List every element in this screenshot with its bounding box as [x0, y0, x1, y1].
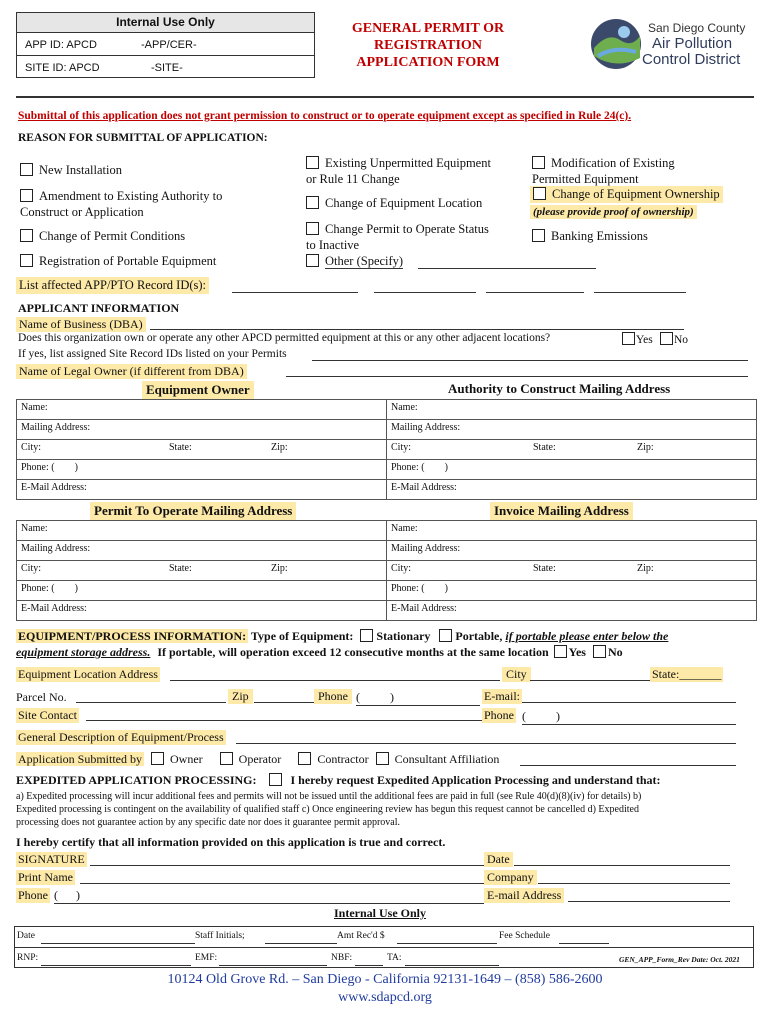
site-ids-label: If yes, list assigned Site Record IDs listed on your Permits — [18, 348, 287, 360]
internal-date-field[interactable] — [41, 943, 195, 944]
footer-url[interactable]: www.sdapcd.org — [338, 990, 432, 1005]
owner-atc-address-table — [16, 399, 757, 500]
other-equipment-no[interactable]: No — [660, 332, 688, 346]
list-affected-label: List affected APP/PTO Record ID(s): — [16, 277, 209, 294]
stationary-checkbox[interactable] — [360, 629, 373, 642]
location-email-field[interactable] — [522, 702, 736, 703]
submittal-notice: Submittal of this application does not grant permission to construct or to operate equipment except as specified in Rule 24(c). — [18, 110, 632, 122]
portable-label: Portable, — [455, 629, 503, 643]
nbf-label: NBF: — [331, 953, 353, 963]
location-state-label: State:_______ — [652, 667, 722, 681]
site-ids-field[interactable] — [312, 360, 748, 361]
ta-label: TA: — [387, 953, 402, 963]
storage-address-note: equipment storage address. — [16, 645, 151, 659]
nbf-field[interactable] — [355, 965, 383, 966]
staff-initials-field[interactable] — [265, 943, 337, 944]
logo-line2: Air Pollution — [652, 35, 733, 52]
print-name-label: Print Name — [18, 870, 73, 884]
expedited-request: I hereby request Expedited Application Processing and understand that: — [290, 773, 661, 787]
legal-owner-label: Name of Legal Owner (if different from DBA) — [16, 364, 247, 379]
checkbox[interactable] — [306, 196, 319, 209]
consultant-checkbox[interactable] — [376, 752, 389, 765]
consultant-field[interactable] — [520, 765, 736, 766]
other-specify-line[interactable] — [418, 268, 596, 269]
owner-checkbox[interactable] — [151, 752, 164, 765]
record-id-field-4[interactable] — [594, 292, 686, 293]
banking-option[interactable]: Banking Emissions — [532, 229, 648, 244]
owner-city-cell[interactable]: City: State: Zip: — [17, 440, 387, 460]
sign-email-field[interactable] — [568, 901, 730, 902]
checkbox[interactable] — [20, 189, 33, 202]
equipment-line2: equipment storage address. If portable, will operation exceed 12 consecutive months at the same location Yes No — [16, 645, 623, 659]
footer-address: 10124 Old Grove Rd. – San Diego - California 92131-1649 – (858) 586-2600 — [167, 972, 603, 987]
location-email-label: E-mail: — [484, 689, 520, 703]
invoice-city-cell[interactable]: City: State: Zip: — [387, 561, 757, 581]
portable-checkbox[interactable] — [439, 629, 452, 642]
checkbox[interactable] — [532, 229, 545, 242]
pto-address-header: Permit To Operate Mailing Address — [90, 502, 296, 520]
internal-use-bottom-title: Internal Use Only — [334, 906, 427, 920]
rnp-field[interactable] — [41, 965, 191, 966]
checkbox[interactable] — [533, 187, 546, 200]
invoice-phone-cell[interactable]: Phone: ( ) — [387, 581, 757, 601]
unpermitted-option[interactable]: Existing Unpermitted Equipment or Rule 11 Change — [306, 156, 491, 186]
site-contact-phone-field[interactable]: ( ) — [522, 709, 736, 725]
atc-name-cell[interactable]: Name: — [387, 400, 757, 420]
fee-schedule-field[interactable] — [559, 943, 609, 944]
location-address-label: Equipment Location Address — [18, 667, 158, 681]
logo-emblem-icon — [590, 18, 642, 70]
header-rule — [16, 96, 754, 98]
internal-use-bottom-box — [14, 926, 754, 968]
pto-invoice-address-table — [16, 520, 757, 621]
general-description-label: General Description of Equipment/Process — [18, 730, 224, 744]
company-label: Company — [484, 870, 537, 885]
location-city-label: City — [502, 667, 531, 682]
stationary-label: Stationary — [376, 629, 431, 643]
sign-phone-label: Phone — [18, 888, 48, 902]
signature-field[interactable] — [90, 865, 484, 866]
district-logo — [590, 18, 750, 74]
equipment-owner-header: Equipment Owner — [142, 381, 254, 399]
print-name-field[interactable] — [80, 883, 484, 884]
submitted-by-line: Application Submitted by Owner Operator Contractor Consultant Affiliation — [18, 752, 500, 766]
legal-owner-field[interactable] — [286, 376, 748, 377]
change-status-option[interactable]: Change Permit to Operate Status to Inactive — [306, 222, 489, 252]
location-city-field[interactable] — [530, 680, 650, 681]
other-equipment-yes[interactable]: Yes — [622, 332, 653, 346]
change-conditions-option[interactable]: Change of Permit Conditions — [20, 229, 185, 244]
invoice-email-cell[interactable]: E-Mail Address: — [387, 601, 757, 621]
parcel-label: Parcel No. — [16, 690, 67, 704]
record-id-field-2[interactable] — [374, 292, 476, 293]
site-contact-field[interactable] — [86, 720, 482, 721]
site-contact-phone-label: Phone — [484, 708, 514, 722]
new-installation-option[interactable]: New Installation — [20, 163, 122, 178]
registration-portable-option[interactable]: Registration of Portable Equipment — [20, 254, 216, 269]
logo-line1: San Diego County — [648, 21, 746, 35]
atc-city-cell[interactable]: City: State: Zip: — [387, 440, 757, 460]
location-address-field[interactable] — [170, 680, 500, 681]
logo-line3: Control District — [642, 51, 741, 68]
expedited-checkbox[interactable] — [269, 773, 282, 786]
contractor-checkbox[interactable] — [298, 752, 311, 765]
equipment-heading: EQUIPMENT/PROCESS INFORMATION: — [18, 629, 247, 643]
fee-schedule-label: Fee Schedule — [499, 931, 550, 941]
form-revision-id: GEN_APP_Form_Rev Date: Oct. 2021 — [619, 955, 740, 964]
expedited-line — [16, 773, 661, 788]
emf-field[interactable] — [219, 965, 327, 966]
pto-city-cell[interactable]: City: State: Zip: — [17, 561, 387, 581]
date-label: Date — [484, 852, 513, 867]
site-id-value[interactable]: -SITE- — [151, 62, 183, 74]
site-contact-label: Site Contact — [18, 708, 77, 722]
checkbox[interactable] — [306, 222, 319, 235]
invoice-address-header: Invoice Mailing Address — [490, 502, 633, 520]
pto-mailing-cell[interactable]: Mailing Address: — [17, 541, 387, 561]
signature-label: SIGNATURE — [18, 852, 85, 866]
company-field[interactable] — [538, 883, 730, 884]
form-title-line3: APPLICATION FORM — [356, 55, 500, 70]
form-title — [330, 20, 526, 71]
parcel-field[interactable] — [76, 702, 226, 703]
checkbox[interactable] — [622, 332, 635, 345]
business-name-field[interactable] — [150, 329, 684, 330]
atc-address-header: Authority to Construct Mailing Address — [448, 381, 671, 396]
parcel-zip-label: Zip — [228, 689, 253, 704]
ta-field[interactable] — [405, 965, 499, 966]
checkbox[interactable] — [20, 254, 33, 267]
checkbox[interactable] — [532, 156, 545, 169]
other-option[interactable]: Other (Specify) — [306, 254, 403, 269]
staff-initials-label: Staff Initials; — [195, 931, 245, 941]
change-location-option[interactable]: Change of Equipment Location — [306, 196, 482, 211]
reason-heading: REASON FOR SUBMITTAL OF APPLICATION: — [18, 132, 268, 144]
business-name-label: Name of Business (DBA) — [16, 317, 146, 332]
pto-name-cell[interactable]: Name: — [17, 521, 387, 541]
checkbox[interactable] — [20, 163, 33, 176]
location-phone-label: Phone — [314, 689, 352, 704]
location-phone-field[interactable]: ( ) — [356, 690, 480, 706]
sign-email-label: E-mail Address — [484, 888, 564, 903]
owner-mailing-cell[interactable]: Mailing Address: — [17, 420, 387, 440]
internal-use-title: Internal Use Only — [17, 13, 314, 33]
record-id-field-1[interactable] — [232, 292, 358, 293]
exceed-yes-checkbox[interactable] — [554, 645, 567, 658]
other-equipment-question: Does this organization own or operate any other APCD permitted equipment at this or any other adjacent locations? — [18, 332, 551, 344]
operator-checkbox[interactable] — [220, 752, 233, 765]
form-title-line2: REGISTRATION — [374, 38, 482, 53]
atc-mailing-cell[interactable]: Mailing Address: — [387, 420, 757, 440]
date-field[interactable] — [514, 865, 730, 866]
checkbox[interactable] — [306, 254, 319, 267]
invoice-mailing-cell[interactable]: Mailing Address: — [387, 541, 757, 561]
owner-phone-cell[interactable]: Phone: ( ) — [17, 460, 387, 480]
atc-email-cell[interactable]: E-Mail Address: — [387, 480, 757, 500]
internal-date-label: Date — [17, 931, 35, 941]
atc-phone-cell[interactable]: Phone: ( ) — [387, 460, 757, 480]
owner-email-cell[interactable]: E-Mail Address: — [17, 480, 387, 500]
app-id-value[interactable]: -APP/CER- — [141, 39, 197, 51]
exceed-question: If portable, will operation exceed 12 consecutive months at the same location — [157, 645, 549, 659]
ownership-note: (please provide proof of ownership) — [530, 205, 697, 219]
app-id-label: APP ID: APCD — [25, 39, 97, 51]
owner-name-cell[interactable]: Name: — [17, 400, 387, 420]
equipment-heading-line — [16, 629, 668, 644]
checkbox[interactable] — [306, 156, 319, 169]
site-id-label: SITE ID: APCD — [25, 62, 100, 74]
expedited-terms: a) Expedited processing will incur additional fees and permits will not be issued until the additional fees are paid in full (see Rule 40(d)(8)(iv) for details) b) Expedited processing is contingent on the availability of qualified staff c) Once engineering review has begun this request cannot be cancelled d) Expedited processing does not guarantee action by any specific date nor does it guarantee permit approval. — [16, 791, 642, 828]
ownership-option[interactable]: Change of Equipment Ownership — [530, 186, 723, 203]
record-id-field-3[interactable] — [486, 292, 584, 293]
general-description-field[interactable] — [236, 743, 736, 744]
checkbox[interactable] — [20, 229, 33, 242]
equipment-type-label: Type of Equipment: — [250, 629, 354, 643]
emf-label: EMF: — [195, 953, 218, 963]
invoice-name-cell[interactable]: Name: — [387, 521, 757, 541]
expedited-label: EXPEDITED APPLICATION PROCESSING: — [16, 773, 257, 787]
submitted-by-label: Application Submitted by — [18, 752, 142, 766]
applicant-heading: APPLICANT INFORMATION — [18, 301, 180, 315]
pto-phone-cell[interactable]: Phone: ( ) — [17, 581, 387, 601]
form-title-line1: GENERAL PERMIT OR — [351, 21, 505, 36]
exceed-no-checkbox[interactable] — [593, 645, 606, 658]
internal-use-box — [16, 12, 315, 78]
certify-statement: I hereby certify that all information provided on this application is true and correct. — [16, 835, 446, 849]
rnp-label: RNP: — [17, 953, 39, 963]
portable-note: if portable please enter below the — [505, 629, 669, 643]
amt-received-label: Amt Rec'd $ — [337, 931, 385, 941]
amendment-option[interactable]: Amendment to Existing Authority to Construct or Application — [20, 189, 223, 219]
amt-received-field[interactable] — [397, 943, 497, 944]
checkbox[interactable] — [660, 332, 673, 345]
sign-phone-field[interactable]: ( ) — [54, 888, 484, 904]
modification-option[interactable]: Modification of Existing Permitted Equipment — [532, 156, 675, 186]
pto-email-cell[interactable]: E-Mail Address: — [17, 601, 387, 621]
parcel-zip-field[interactable] — [254, 702, 314, 703]
